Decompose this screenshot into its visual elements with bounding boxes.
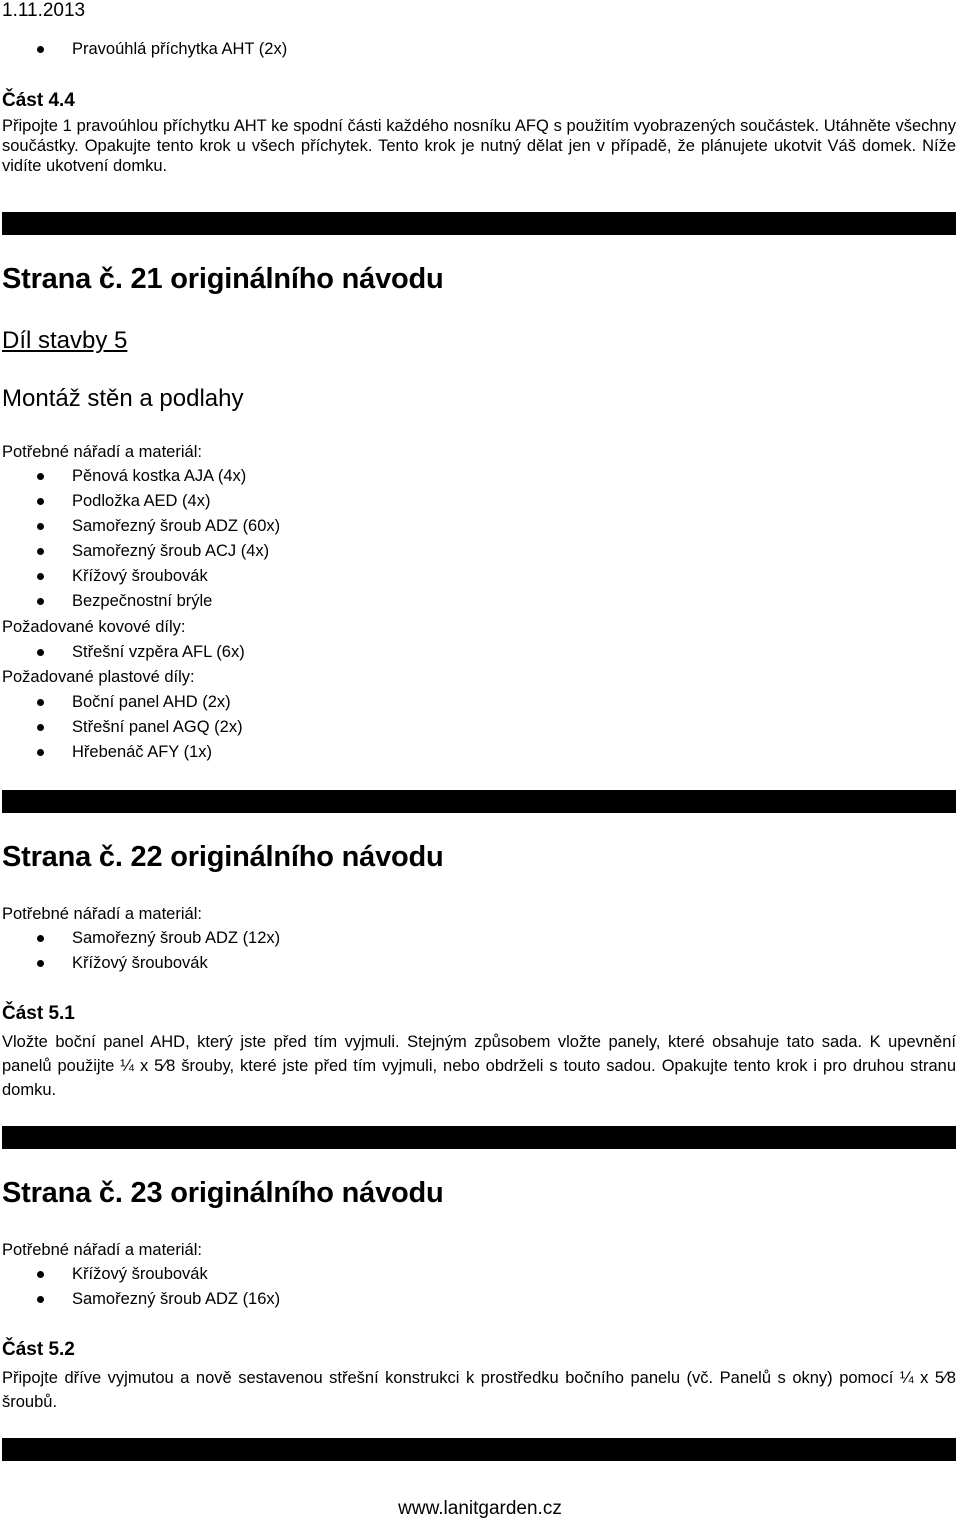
list-item: Křížový šroubovák [0, 1262, 280, 1287]
plastic-parts-list [0, 690, 243, 765]
list-item: Bezpečnostní brýle [0, 589, 280, 614]
part-5-1-title: Část 5.1 [2, 1003, 75, 1024]
metal-parts-list [0, 640, 245, 665]
list-item: Křížový šroubovák [0, 564, 280, 589]
separator-bar [2, 212, 956, 235]
tools-list [0, 1262, 280, 1312]
subsection-title: Montáž stěn a podlahy [2, 385, 244, 412]
list-item: Samořezný šroub ACJ (4x) [0, 539, 280, 564]
tools-list [0, 464, 280, 614]
list-item: Samořezný šroub ADZ (60x) [0, 514, 280, 539]
list-item: Podložka AED (4x) [0, 489, 280, 514]
separator-bar [2, 1438, 956, 1461]
tools-label: Potřebné nářadí a materiál: [2, 1241, 202, 1259]
list-item: Samořezný šroub ADZ (16x) [0, 1287, 280, 1312]
part-4-4-text: Připojte 1 pravoúhlou příchytku AHT ke spodní části každého nosníku AFQ s použitím vyobrazených součástek. Utáhněte všechny součástky. Opakujte tento krok u všech příchytek. Tento krok je nutný dělat jen v případě, že plánujete ukotvit Váš domek. Níže vidíte ukotvení domku. [2, 117, 956, 175]
metal-parts-label: Požadované kovové díly: [2, 618, 186, 636]
page-date: 1.11.2013 [2, 0, 86, 21]
part-5-1-text: Vložte boční panel AHD, který jste před tím vyjmuli. Stejným způsobem vložte panely, které obsahuje tato sada. K upevnění panelů použijte ¼ x 5⁄8 šrouby, které jste před tím vyjmuli, nebo obdrželi s touto sadou. Opakujte tento krok i pro druhou stranu domku. [2, 1033, 956, 1099]
footer-url[interactable]: www.lanitgarden.cz [398, 1498, 562, 1519]
list-item: Střešní panel AGQ (2x) [0, 715, 243, 740]
tools-label: Potřebné nářadí a materiál: [2, 443, 202, 461]
page-22-heading: Strana č. 22 originálního návodu [2, 841, 444, 873]
part-5-2-title: Část 5.2 [2, 1339, 75, 1360]
separator-bar [2, 790, 956, 813]
list-item: Pěnová kostka AJA (4x) [0, 464, 280, 489]
top-bullet-list [0, 37, 287, 62]
tools-label: Potřebné nářadí a materiál: [2, 905, 202, 923]
part-4-4-title: Část 4.4 [2, 90, 75, 111]
part-5-2-text: Připojte dříve vyjmutou a nově sestavenou střešní konstrukci k prostředku bočního panelu (vč. Panelů s okny) pomocí ¼ x 5⁄8 šroubů. [2, 1369, 956, 1411]
list-item: Hřebenáč AFY (1x) [0, 740, 243, 765]
list-item: Samořezný šroub ADZ (12x) [0, 926, 280, 951]
list-item: Křížový šroubovák [0, 951, 280, 976]
tools-list [0, 926, 280, 976]
page-23-heading: Strana č. 23 originálního návodu [2, 1177, 444, 1209]
section-title: Díl stavby 5 [2, 327, 128, 354]
list-item: Střešní vzpěra AFL (6x) [0, 640, 245, 665]
page-21-heading: Strana č. 21 originálního návodu [2, 263, 444, 295]
plastic-parts-label: Požadované plastové díly: [2, 668, 195, 686]
separator-bar [2, 1126, 956, 1149]
list-item: Boční panel AHD (2x) [0, 690, 243, 715]
list-item: Pravoúhlá příchytka AHT (2x) [0, 37, 287, 62]
